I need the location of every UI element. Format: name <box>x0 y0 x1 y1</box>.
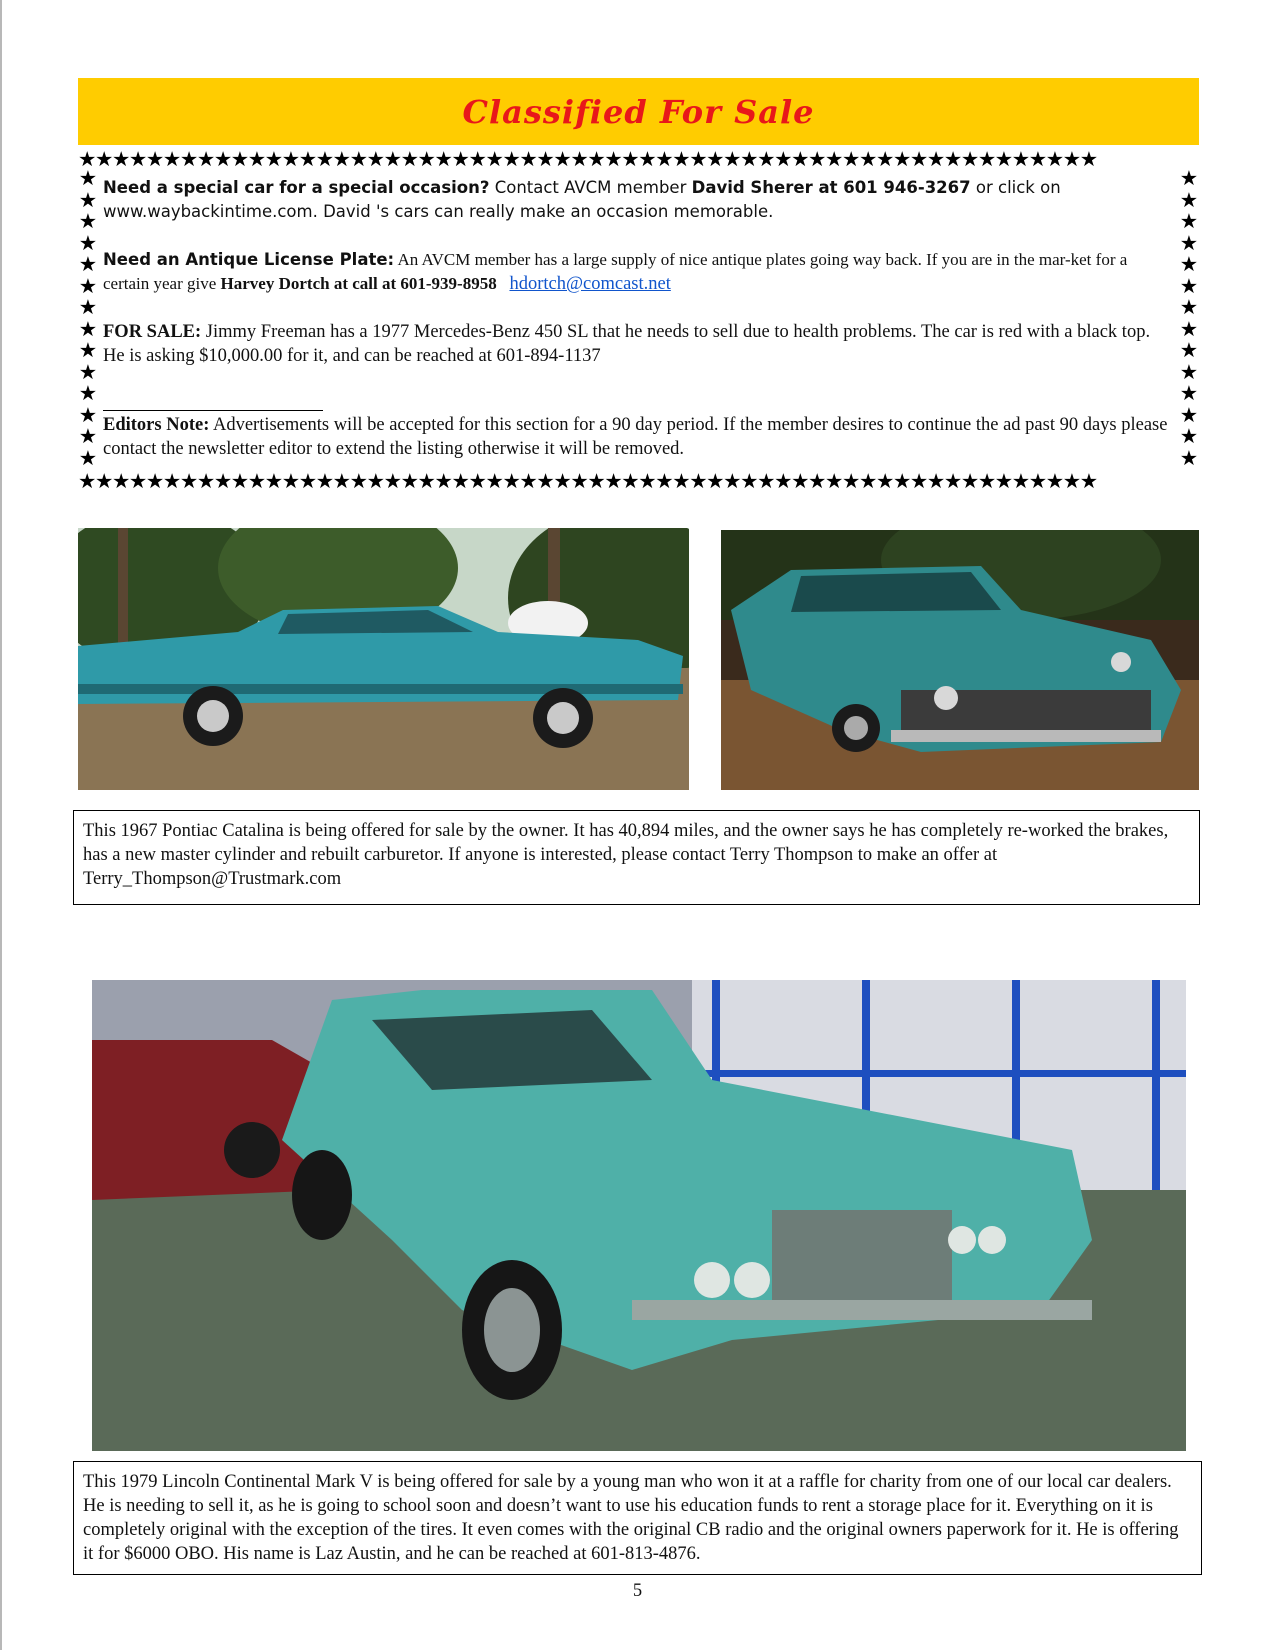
page-title: Classified For Sale <box>462 92 815 131</box>
pontiac-caption: This 1967 Pontiac Catalina is being offered for sale by the owner. It has 40,894 miles, and the owner says he has completely re-worked the brakes, has a new master cylinder and rebuilt carburetor. If anyone is interested, please contact Terry Thompson to make an offer at Terry_Thompson@Trustmark.com <box>73 810 1200 905</box>
divider-line <box>103 410 323 411</box>
pontiac-front-photo <box>721 530 1199 790</box>
editors-note: Editors Note: Advertisements will be accepted for this section for a 90 day period. If the member desires to continue the ad past 90 days please contact the newsletter editor to extend the listing otherwise it will be removed. <box>103 415 1168 459</box>
ad-for-sale: FOR SALE: Jimmy Freeman has a 1977 Mercedes-Benz 450 SL that he needs to sell due to health problems. The car is red with a black top. He is asking $10,000.00 for it, and can be reached at 601-894-1137 <box>103 322 1151 366</box>
page-edge-rule <box>0 0 2 1650</box>
lincoln-photo <box>92 980 1186 1451</box>
email-link[interactable]: hdortch@comcast.net <box>509 274 671 294</box>
classified-banner <box>78 78 1199 145</box>
star-border-bottom: ★★★★★★★★★★★★★★★★★★★★★★★★★★★★★★★★★★★★★★★★★★★★★★★★★★★★★★★★★★★★ <box>78 470 1097 492</box>
star-border-right: ★ ★ ★ ★ ★ ★ ★ ★ ★ ★ ★ ★ ★ ★ <box>1179 168 1199 470</box>
lincoln-illustration <box>92 980 1186 1451</box>
ad-license-plate: Need an Antique License Plate: An AVCM member has a large supply of nice antique plates going way back. If you are in the mar-ket for a certain year give Harvey Dortch at call at 601-939-8958 hdortch@comcast.net <box>103 250 1128 294</box>
star-border-top: ★★★★★★★★★★★★★★★★★★★★★★★★★★★★★★★★★★★★★★★★★★★★★★★★★★★★★★★★★★★★ <box>78 148 1097 170</box>
pontiac-side-illustration <box>78 528 689 790</box>
pontiac-side-photo <box>78 528 689 790</box>
ad-special-car: Need a special car for a special occasion? Contact AVCM member David Sherer at 601 946-3267 or click on www.waybackintime.com. David 's cars can really make an occasion memorable. <box>103 178 1061 221</box>
lincoln-caption: This 1979 Lincoln Continental Mark V is being offered for sale by a young man who won it at a raffle for charity from one of our local car dealers. He is needing to sell it, as he is going to school soon and doesn’t want to use his education funds to rent a storage place for it. Everything on it is completely original with the exception of the tires. It even comes with the original CB radio and the original owners paperwork for it. He is offering it for $6000 OBO. His name is Laz Austin, and he can be reached at 601-813-4876. <box>73 1461 1202 1575</box>
classified-ads <box>103 176 1168 461</box>
page-number: 5 <box>632 1581 643 1601</box>
star-border-left: ★ ★ ★ ★ ★ ★ ★ ★ ★ ★ ★ ★ ★ ★ <box>78 168 98 470</box>
pontiac-front-illustration <box>721 530 1199 790</box>
